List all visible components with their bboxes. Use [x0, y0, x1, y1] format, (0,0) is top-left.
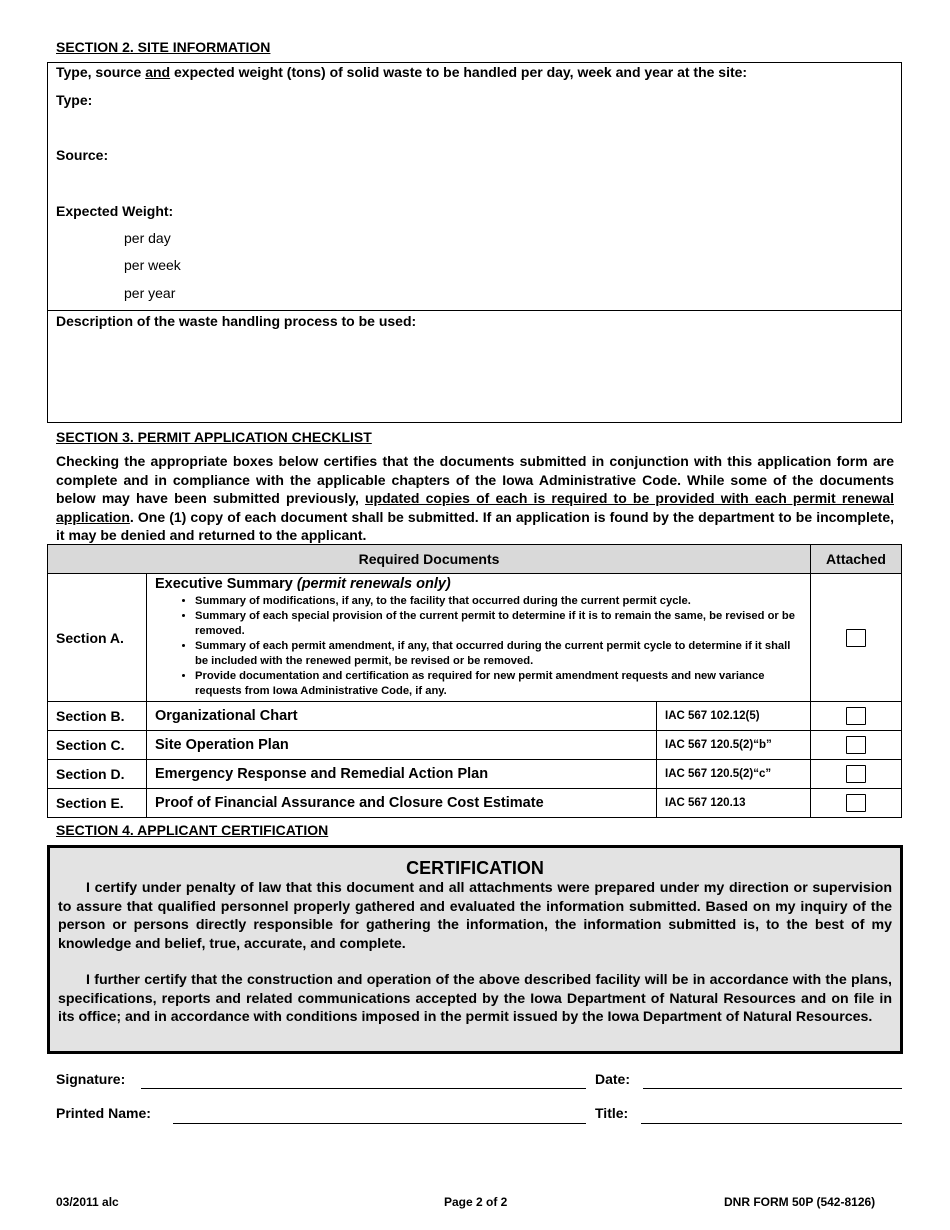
- section-c-attached-cell: [811, 731, 902, 760]
- executive-summary-bullets: [155, 594, 802, 699]
- source-label: Source:: [56, 147, 109, 163]
- section-a-checkbox[interactable]: [846, 629, 866, 647]
- section-e-label: Section E.: [48, 789, 147, 818]
- section-d-label: Section D.: [48, 760, 147, 789]
- certification-box: [47, 845, 903, 1054]
- checklist-header-row: [48, 545, 902, 574]
- section-b-checkbox[interactable]: [846, 707, 866, 725]
- list-item: • Summary of each special provision of the current permit to determine if it is to remain the same, be revised or be removed.: [195, 609, 802, 639]
- intro-text-pre: Type, source: [56, 64, 146, 80]
- printed-name-label: Printed Name:: [56, 1105, 151, 1121]
- signature-label: Signature:: [56, 1071, 126, 1087]
- section-d-document: Emergency Response and Remedial Action Plan: [147, 760, 657, 789]
- intro-text-and: and: [145, 64, 171, 80]
- section-b-attached-cell: [811, 702, 902, 731]
- date-label: Date:: [595, 1071, 631, 1087]
- section-d-checkbox[interactable]: [846, 765, 866, 783]
- site-info-box: [47, 62, 902, 311]
- attached-header: Attached: [811, 545, 902, 574]
- title-label: Title:: [595, 1105, 629, 1121]
- list-item: • Summary of modifications, if any, to the facility that occurred during the current permit cycle.: [195, 594, 802, 609]
- exec-summary-italic: (permit renewals only): [296, 576, 451, 592]
- certification-paragraph-1: I certify under penalty of law that this document and all attachments were prepared under my direction or supervision to assure that qualified personnel properly gathered and evaluated the information submitted. Based on my inquiry of the person or persons directly responsible for gathering the information, the information submitted is, to the best of my knowledge and belief, true, accurate, and complete.: [58, 880, 892, 952]
- section-b-iac: IAC 567 102.12(5): [657, 702, 811, 731]
- instructions-post: . One (1) copy of each document shall be submitted. If an application is found by the department to be incomplete, it may be denied and returned to the applicant.: [56, 508, 894, 543]
- section-c-document: Site Operation Plan: [147, 731, 657, 760]
- section-d-iac: IAC 567 120.5(2)“c”: [657, 760, 811, 789]
- site-info-intro: [56, 64, 747, 80]
- per-year-label: per year: [124, 285, 176, 301]
- table-row: [48, 760, 902, 789]
- section-4-heading: SECTION 4. APPLICANT CERTIFICATION: [56, 822, 329, 838]
- footer-revision: 03/2011 alc: [56, 1195, 119, 1209]
- section-a-label: Section A.: [48, 574, 147, 702]
- table-row: [48, 702, 902, 731]
- checklist-instructions: [56, 452, 894, 545]
- section-c-checkbox[interactable]: [846, 736, 866, 754]
- footer-page-number: Page 2 of 2: [444, 1195, 508, 1209]
- title-line[interactable]: [641, 1123, 902, 1124]
- instructions-pre: Checking the appropriate boxes below certifies that the documents submitted in conjunction with this application form are complete and in compliance with the applicable chapters of the Iowa Administrative Code. While some of the documents below may have been submitted previously,: [56, 453, 894, 506]
- section-e-document: Proof of Financial Assurance and Closure Cost Estimate: [147, 789, 657, 818]
- section-d-attached-cell: [811, 760, 902, 789]
- section-e-attached-cell: [811, 789, 902, 818]
- table-row: [48, 789, 902, 818]
- list-item: • Provide documentation and certification as required for new permit amendment requests and new variance requests from Iowa Administrative Code, if any.: [195, 669, 802, 699]
- section-c-iac: IAC 567 120.5(2)“b”: [657, 731, 811, 760]
- intro-text-post: expected weight (tons) of solid waste to be handled per day, week and year at the site:: [170, 64, 748, 80]
- certification-title: CERTIFICATION: [406, 858, 544, 878]
- section-2-heading: SECTION 2. SITE INFORMATION: [56, 39, 271, 55]
- expected-weight-label: Expected Weight:: [56, 203, 174, 219]
- signature-line[interactable]: [141, 1088, 586, 1089]
- table-row: [48, 574, 902, 702]
- section-e-iac: IAC 567 120.13: [657, 789, 811, 818]
- section-b-document: Organizational Chart: [147, 702, 657, 731]
- exec-summary-text: Executive Summary: [155, 576, 297, 592]
- per-day-label: per day: [124, 230, 171, 246]
- description-label: Description of the waste handling process to be used:: [56, 313, 417, 329]
- checklist-table: [47, 544, 902, 818]
- table-row: [48, 731, 902, 760]
- section-a-attached-cell: [811, 574, 902, 702]
- type-label: Type:: [56, 92, 93, 108]
- section-b-label: Section B.: [48, 702, 147, 731]
- required-documents-header: Required Documents: [48, 545, 811, 574]
- footer-form-number: DNR FORM 50P (542-8126): [724, 1195, 876, 1209]
- section-e-checkbox[interactable]: [846, 794, 866, 812]
- instructions-underlined: updated copies of each is required to be provided with each permit renewal application: [56, 490, 894, 525]
- executive-summary-title: [155, 576, 802, 592]
- date-line[interactable]: [643, 1088, 902, 1089]
- section-3-heading: SECTION 3. PERMIT APPLICATION CHECKLIST: [56, 429, 372, 445]
- list-item: • Summary of each permit amendment, if any, that occurred during the current permit cycle to determine if it shall be included with the renewed permit, be revised or be removed.: [195, 639, 802, 669]
- per-week-label: per week: [124, 257, 181, 273]
- printed-name-line[interactable]: [173, 1123, 586, 1124]
- section-a-document: [147, 574, 811, 702]
- section-c-label: Section C.: [48, 731, 147, 760]
- certification-paragraph-2: I further certify that the construction and operation of the above described facility will be in accordance with the plans, specifications, reports and related communications accepted by the Iowa Department of Natural Resources and on file in its office; and in accordance with conditions imposed in the permit issued by the Iowa Department of Natural Resources.: [58, 972, 892, 1025]
